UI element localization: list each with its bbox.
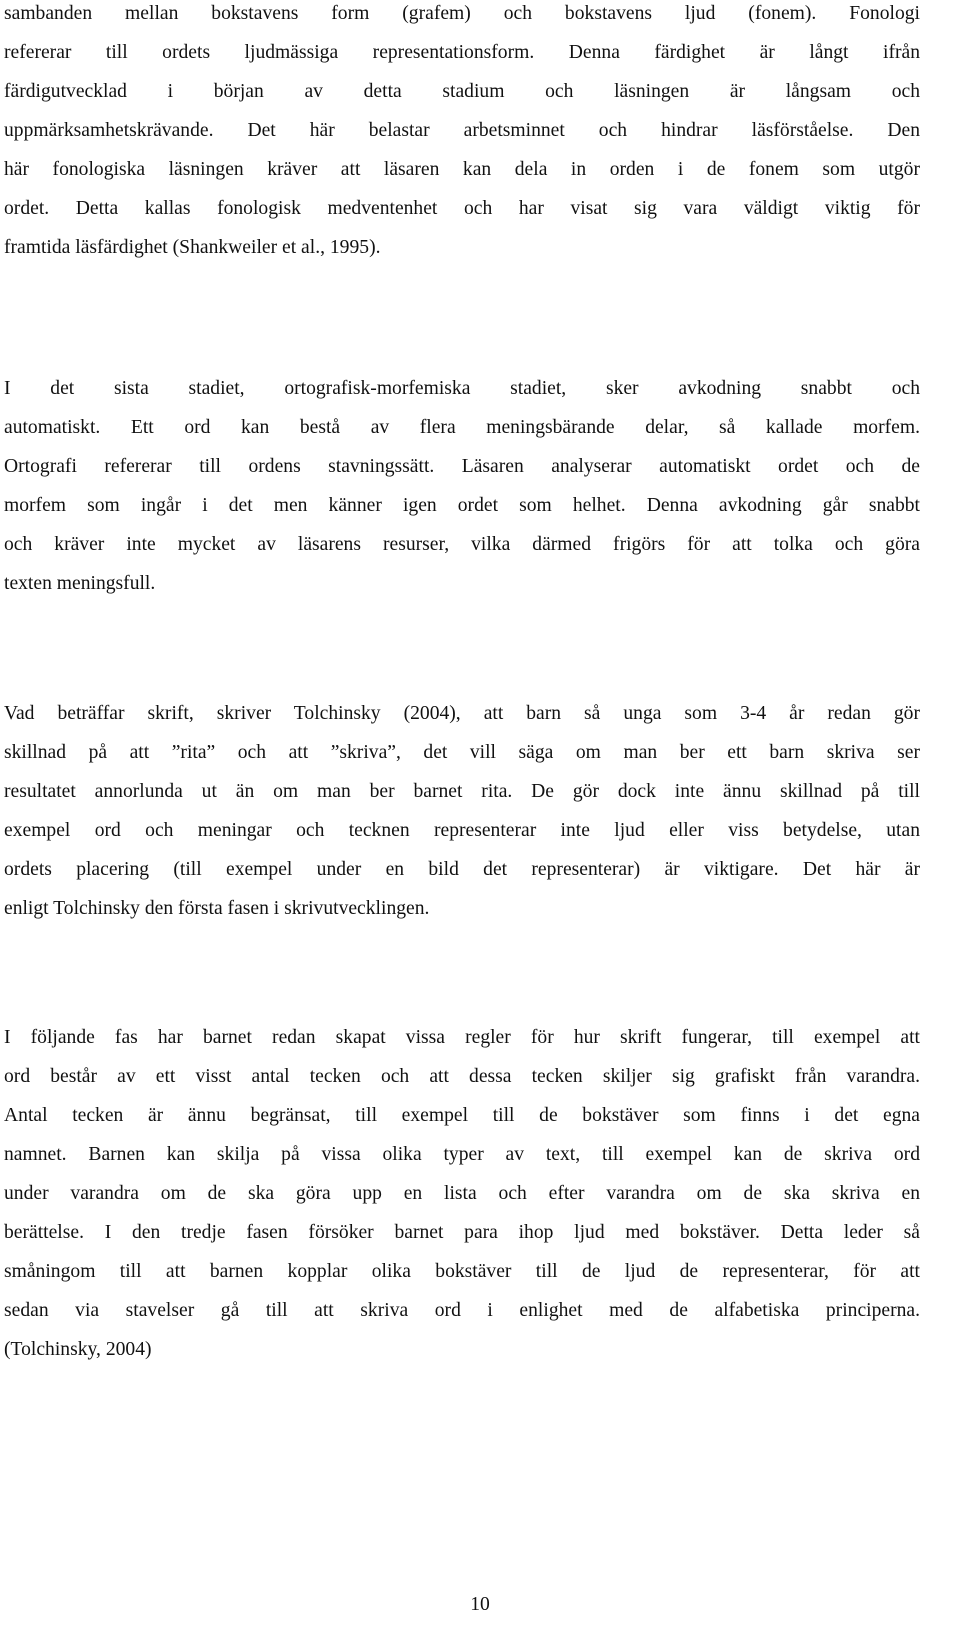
paragraph-line: under varandra om de ska göra upp en lista och efter varandra om de ska skriva en [4,1183,920,1204]
paragraph-line: uppmärksamhetskrävande. Det här belastar arbetsminnet och hindrar läsförståelse. Den [4,120,920,141]
paragraph-line: sambanden mellan bokstavens form (grafem) och bokstavens ljud (fonem). Fonologi [4,3,920,24]
paragraph-line: skillnad på att ”rita” och att ”skriva”, det vill säga om man ber ett barn skriva ser [4,742,920,763]
paragraph-line: ordet. Detta kallas fonologisk medventenhet och har visat sig vara väldigt viktig för [4,198,920,219]
paragraph-phonological-stage [4,0,920,267]
paragraph-line: berättelse. I den tredje fasen försöker barnet para ihop ljud med bokstäver. Detta leder så [4,1222,920,1243]
paragraph-line: ordets placering (till exempel under en bild det representerar) är viktigare. Det här är [4,859,920,880]
paragraph-orthographic-stage [4,369,920,603]
paragraph-line: namnet. Barnen kan skilja på vissa olika typer av text, till exempel kan de skriva ord [4,1144,920,1165]
page-number: 10 [470,1594,490,1615]
paragraph-line: småningom till att barnen kopplar olika bokstäver till de ljud de representerar, för att [4,1261,920,1282]
paragraph-line: exempel ord och meningar och tecknen representerar inte ljud eller viss betydelse, utan [4,820,920,841]
paragraph-line: refererar till ordets ljudmässiga representationsform. Denna färdighet är långt ifrån [4,42,920,63]
paragraph-line: färdigutvecklad i början av detta stadium och läsningen är långsam och [4,81,920,102]
paragraph-line: enligt Tolchinsky den första fasen i skrivutvecklingen. [4,898,430,919]
paragraph-line: automatiskt. Ett ord kan bestå av flera meningsbärande delar, så kallade morfem. [4,417,920,438]
paragraph-line: morfem som ingår i det men känner igen ordet som helhet. Denna avkodning går snabbt [4,495,920,516]
paragraph-line: och kräver inte mycket av läsarens resurser, vilka därmed frigörs för att tolka och göra [4,534,920,555]
paragraph-line: Antal tecken är ännu begränsat, till exempel till de bokstäver som finns i det egna [4,1105,920,1126]
paragraph-line: ord består av ett visst antal tecken och att dessa tecken skiljer sig grafiskt från varandra. [4,1066,920,1087]
paragraph-line: I det sista stadiet, ortografisk-morfemiska stadiet, sker avkodning snabbt och [4,378,920,399]
paragraph-line: här fonologiska läsningen kräver att läsaren kan dela in orden i de fonem som utgör [4,159,920,180]
paragraph-line: texten meningsfull. [4,573,156,594]
paragraph-line: (Tolchinsky, 2004) [4,1339,152,1360]
paragraph-line: framtida läsfärdighet (Shankweiler et al., 1995). [4,237,381,258]
paragraph-line: Vad beträffar skrift, skriver Tolchinsky (2004), att barn så unga som 3-4 år redan gör [4,703,920,724]
paragraph-line: resultatet annorlunda ut än om man ber barnet rita. De gör dock inte ännu skillnad på till [4,781,920,802]
paragraph-line: I följande fas har barnet redan skapat vissa regler för hur skrift fungerar, till exempel att [4,1027,920,1048]
paragraph-line: sedan via stavelser gå till att skriva ord i enlighet med de alfabetiska principerna. [4,1300,920,1321]
paragraph-line: Ortografi refererar till ordens stavningssätt. Läsaren analyserar automatiskt ordet och de [4,456,920,477]
paragraph-writing-first-phase [4,694,920,928]
paragraph-writing-later-phases [4,1018,920,1369]
